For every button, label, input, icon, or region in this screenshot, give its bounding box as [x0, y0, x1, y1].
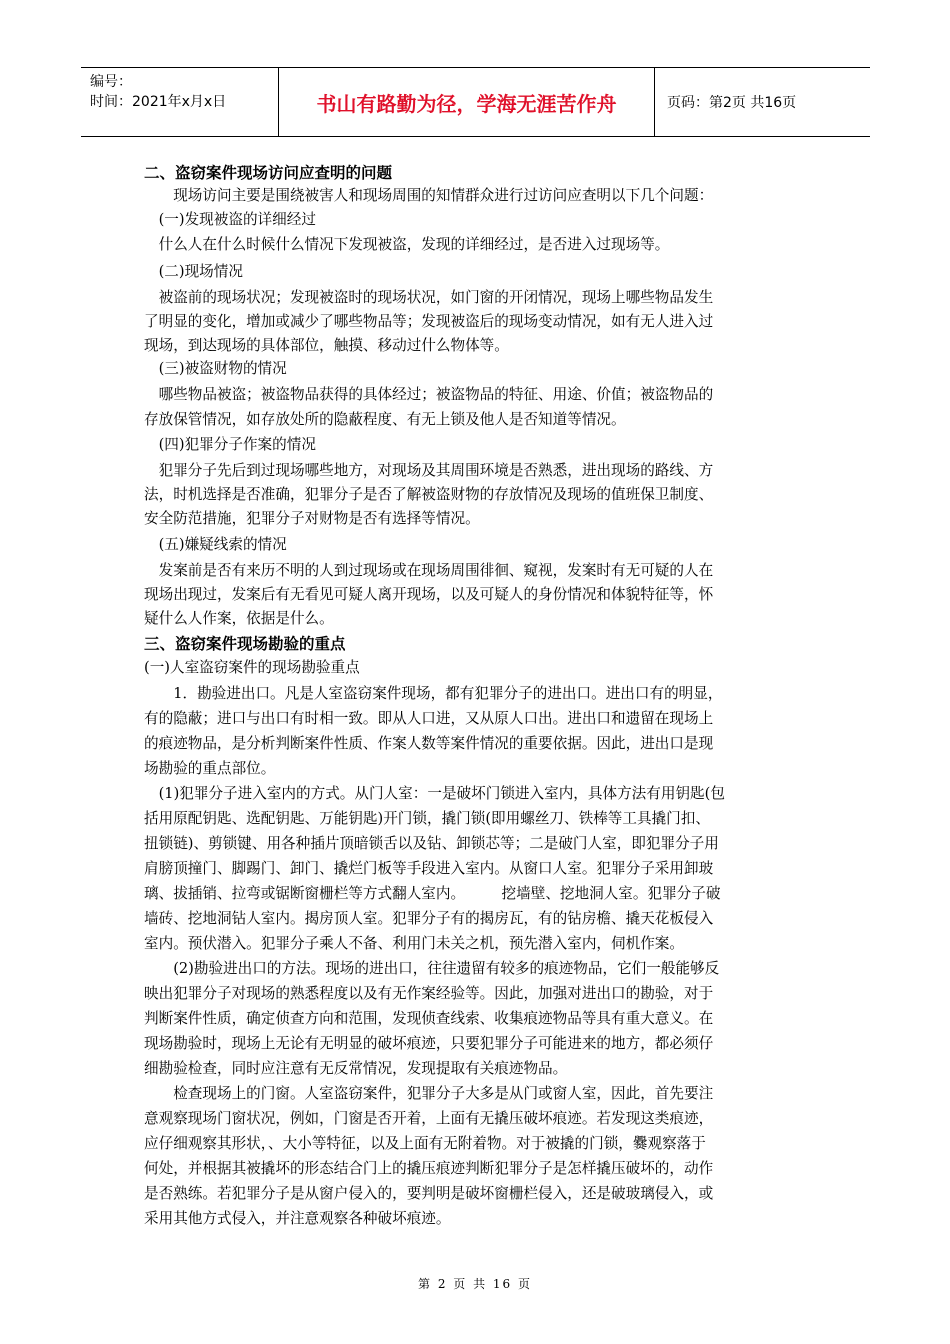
body-line: (1)犯罪分子进入室内的方式。从门人室：一是破坏门锁进入室内，具体方法有用钥匙(包 — [144, 785, 725, 802]
section-heading: 二、盗窃案件现场访问应查明的问题 — [144, 164, 393, 182]
body-line: 墙砖、挖地洞钻人室内。揭房顶人室。犯罪分子有的揭房瓦，有的钻房檐、撬天花板侵入 — [144, 910, 714, 927]
document-header — [81, 67, 870, 137]
number-label: 编号： — [90, 74, 132, 90]
body-line: 括用原配钥匙、选配钥匙、万能钥匙)开门锁，撬门锁(即用螺丝刀、铁棒等工具撬门扣、 — [144, 810, 710, 827]
body-line: 映出犯罪分子对现场的熟悉程度以及有无作案经验等。因此，加强对进出口的勘验，对于 — [144, 985, 714, 1002]
subheading: (五)嫌疑线索的情况 — [144, 536, 287, 553]
body-line: 意观察现场门窗状况，例如，门窗是否开着，上面有无撬压破坏痕迹。若发现这类痕迹， — [144, 1110, 714, 1127]
body-line: 被盗前的现场状况；发现被盗时的现场状况，如门窗的开闭情况，现场上哪些物品发生 — [144, 289, 714, 306]
body-line: 犯罪分子先后到过现场哪些地方，对现场及其周围环境是否熟悉，进出现场的路线、方 — [144, 462, 714, 479]
subheading: (二)现场情况 — [144, 263, 243, 280]
header-meta — [81, 68, 279, 136]
header-motto: 书山有路勤为径，学海无涯苦作舟 — [279, 68, 655, 136]
body-line: 何处，并根据其被撬坏的形态结合门上的撬压痕迹判断犯罪分子是怎样撬压破坏的，动作 — [144, 1160, 714, 1177]
subheading: (一)人室盗窃案件的现场勘验重点 — [144, 659, 360, 676]
body-line: 细勘验检查，同时应注意有无反常情况，发现提取有关痕迹物品。 — [144, 1060, 568, 1077]
body-line: (2)勘验进出口的方法。现场的进出口，往往遗留有较多的痕迹物品，它们一般能够反 — [144, 960, 720, 977]
body-line: 的痕迹物品，是分析判断案件性质、作案人数等案件情况的重要依据。因此，进出口是现 — [144, 735, 714, 752]
page-footer: 第 2 页 共 16 页 — [418, 1277, 532, 1291]
subheading: (四)犯罪分子作案的情况 — [144, 436, 316, 453]
body-line: 现场访问主要是围绕被害人和现场周围的知情群众进行过访问应查明以下几个问题： — [144, 187, 714, 204]
subheading: (一)发现被盗的详细经过 — [144, 211, 316, 228]
body-line: 现场，到达现场的具体部位，触摸、移动过什么物体等。 — [144, 337, 509, 354]
body-line: 检查现场上的门窗。人室盗窃案件，犯罪分子大多是从门或窗人室，因此，首先要注 — [144, 1085, 714, 1102]
body-line: 什么人在什么时候什么情况下发现被盗，发现的详细经过，是否进入过现场等。 — [144, 236, 670, 253]
body-line: 法，时机选择是否准确，犯罪分子是否了解被盗财物的存放情况及现场的值班保卫制度、 — [144, 486, 714, 503]
header-page-label: 页码：第2页 共16页 — [667, 95, 797, 111]
body-line: 璃、拔插销、拉弯或锯断窗栅栏等方式翻人室内。 挖墙壁、挖地洞人室。犯罪分子破 — [144, 885, 721, 902]
body-line: 现场勘验时，现场上无论有无明显的破坏痕迹，只要犯罪分子可能进来的地方，都必须仔 — [144, 1035, 714, 1052]
section-heading: 三、盗窃案件现场勘验的重点 — [144, 635, 346, 653]
body-line: 1．勘验进出口。凡是人室盗窃案件现场，都有犯罪分子的进出口。进出口有的明显， — [144, 685, 723, 702]
body-line: 肩膀顶撞门、脚踢门、卸门、撬烂门板等手段进入室内。从窗口人室。犯罪分子采用卸玻 — [144, 860, 714, 877]
body-line: 是否熟练。若犯罪分子是从窗户侵入的，要判明是破坏窗栅栏侵入，还是破玻璃侵入，或 — [144, 1185, 714, 1202]
body-line: 发案前是否有来历不明的人到过现场或在现场周围徘徊、窥视，发案时有无可疑的人在 — [144, 562, 714, 579]
body-line: 疑什么人作案，依据是什么。 — [144, 610, 334, 627]
body-line: 存放保管情况，如存放处所的隐蔽程度、有无上锁及他人是否知道等情况。 — [144, 411, 626, 428]
body-line: 采用其他方式侵入，并注意观察各种破坏痕迹。 — [144, 1210, 451, 1227]
body-line: 哪些物品被盗；被盗物品获得的具体经过；被盗物品的特征、用途、价值；被盗物品的 — [144, 386, 714, 403]
body-line: 场勘验的重点部位。 — [144, 760, 276, 777]
body-line: 安全防范措施，犯罪分子对财物是否有选择等情况。 — [144, 510, 480, 527]
body-line: 应仔细观察其形状，、大小等特征，以及上面有无附着物。对于被撬的门锁，爨观察落于 — [144, 1135, 706, 1152]
body-line: 有的隐蔽；进口与出口有时相一致。即从人口进，又从原人口出。进出口和遗留在现场上 — [144, 710, 714, 727]
body-line: 判断案件性质，确定侦查方向和范围，发现侦查线索、收集痕迹物品等具有重大意义。在 — [144, 1010, 714, 1027]
body-line: 扭锁链)、剪锁键、用各种插片顶暗锁舌以及钻、卸锁芯等；二是破门人室，即犯罪分子用 — [144, 835, 719, 852]
date-label: 时间：2021年x月x日 — [90, 94, 227, 110]
body-line: 现场出现过，发案后有无看见可疑人离开现场，以及可疑人的身份情况和体貌特征等，怀 — [144, 586, 714, 603]
subheading: (三)被盗财物的情况 — [144, 360, 287, 377]
body-line: 了明显的变化，增加或减少了哪些物品等；发现被盗后的现场变动情况，如有无人进入过 — [144, 313, 714, 330]
body-line: 室内。预伏潜入。犯罪分子乘人不备、利用门未关之机，预先潜入室内，伺机作案。 — [144, 935, 684, 952]
